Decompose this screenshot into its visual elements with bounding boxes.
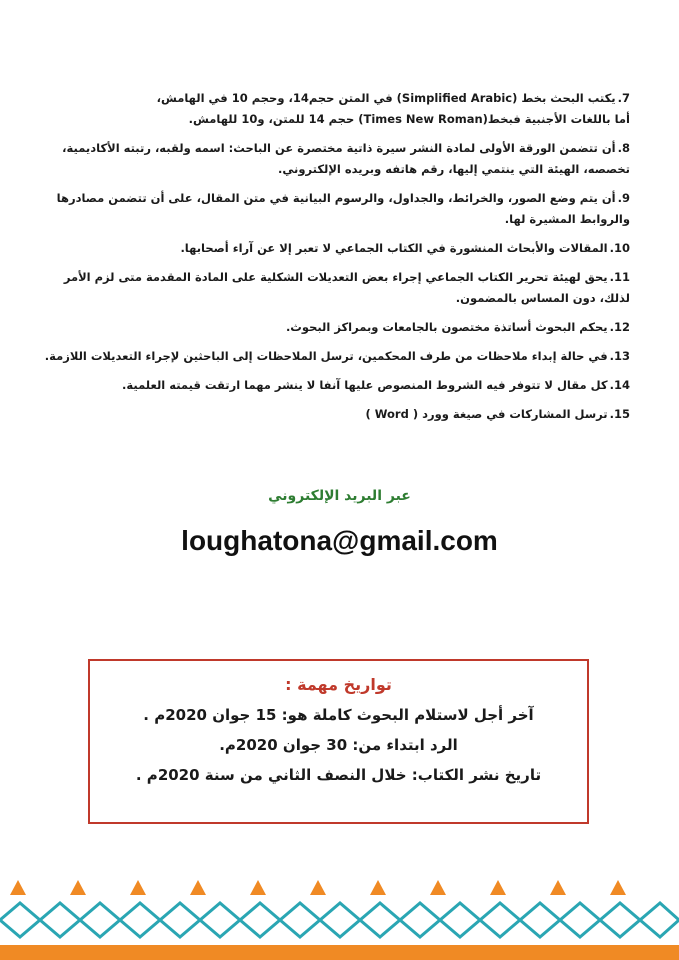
rule-item-10: 10.المقالات والأبحاث المنشورة في الكتاب الجماعي لا تعبر إلا عن آراء أصحابها. bbox=[180, 241, 630, 255]
rule-item-11: 11.يحق لهيئة تحرير الكتاب الجماعي إجراء بعض التعديلات الشكلية على المادة المقدمة متى لزم الأمر لذلك، دون المساس بالمضمون. bbox=[63, 270, 630, 305]
important-dates-title: تواريخ مهمة : bbox=[285, 675, 392, 694]
rule-item-15: 15.ترسل المشاركات في صيغة وورد ( Word ) bbox=[365, 407, 630, 421]
rule-item-8: 8.أن تتضمن الورقة الأولى لمادة النشر سيرة ذاتية مختصرة عن الباحث: اسمه ولقبه، رتبته الأكاديمية، تخصصه، الهيئة التي ينتمي إليها، رقم هاتفه وبريده الإلكتروني. bbox=[62, 141, 630, 176]
rule-item-7: 7.يكتب البحث بخط (Simplified Arabic) في المتن حجم14، وحجم 10 في الهامش، أما باللغات الأجنبية فبخط(Times New Roman) حجم 14 للمتن، و10 للهامش. bbox=[156, 91, 630, 126]
submission-rules-list bbox=[30, 88, 630, 433]
deadline-line: آخر أجل لاستلام البحوث كاملة هو: 15 جوان 2020م . bbox=[143, 706, 534, 724]
rule-item-12: 12.يحكم البحوث أساتذة مختصون بالجامعات وبمراكز البحوث. bbox=[285, 320, 630, 334]
email-address[interactable]: loughatona@gmail.com bbox=[181, 525, 498, 556]
email-caption: عبر البريد الإلكتروني bbox=[268, 488, 411, 504]
footer-diamond-band bbox=[0, 903, 679, 937]
rule-item-9: 9.أن يتم وضع الصور، والخرائط، والجداول، والرسوم البيانية في متن المقال، على أن تتضمن مصادرها والروابط المشيرة لها. bbox=[56, 191, 630, 226]
rule-item-14: 14.كل مقال لا تتوفر فيه الشروط المنصوص عليها آنفا لا ينشر مهما ارتقت قيمته العلمية. bbox=[122, 378, 630, 392]
publication-line: تاريخ نشر الكتاب: خلال النصف الثاني من سنة 2020م . bbox=[135, 766, 542, 784]
response-line: الرد ابتداء من: 30 جوان 2020م. bbox=[219, 736, 458, 754]
footer-leaf-motifs bbox=[10, 880, 626, 895]
footer-orange-bar bbox=[0, 945, 679, 960]
decorative-footer-pattern bbox=[0, 875, 679, 960]
rule-item-13: 13.في حالة إبداء ملاحظات من طرف المحكمين، ترسل الملاحظات إلى الباحثين لإجراء التعديلات اللازمة. bbox=[44, 349, 630, 363]
important-dates-box bbox=[88, 659, 589, 824]
